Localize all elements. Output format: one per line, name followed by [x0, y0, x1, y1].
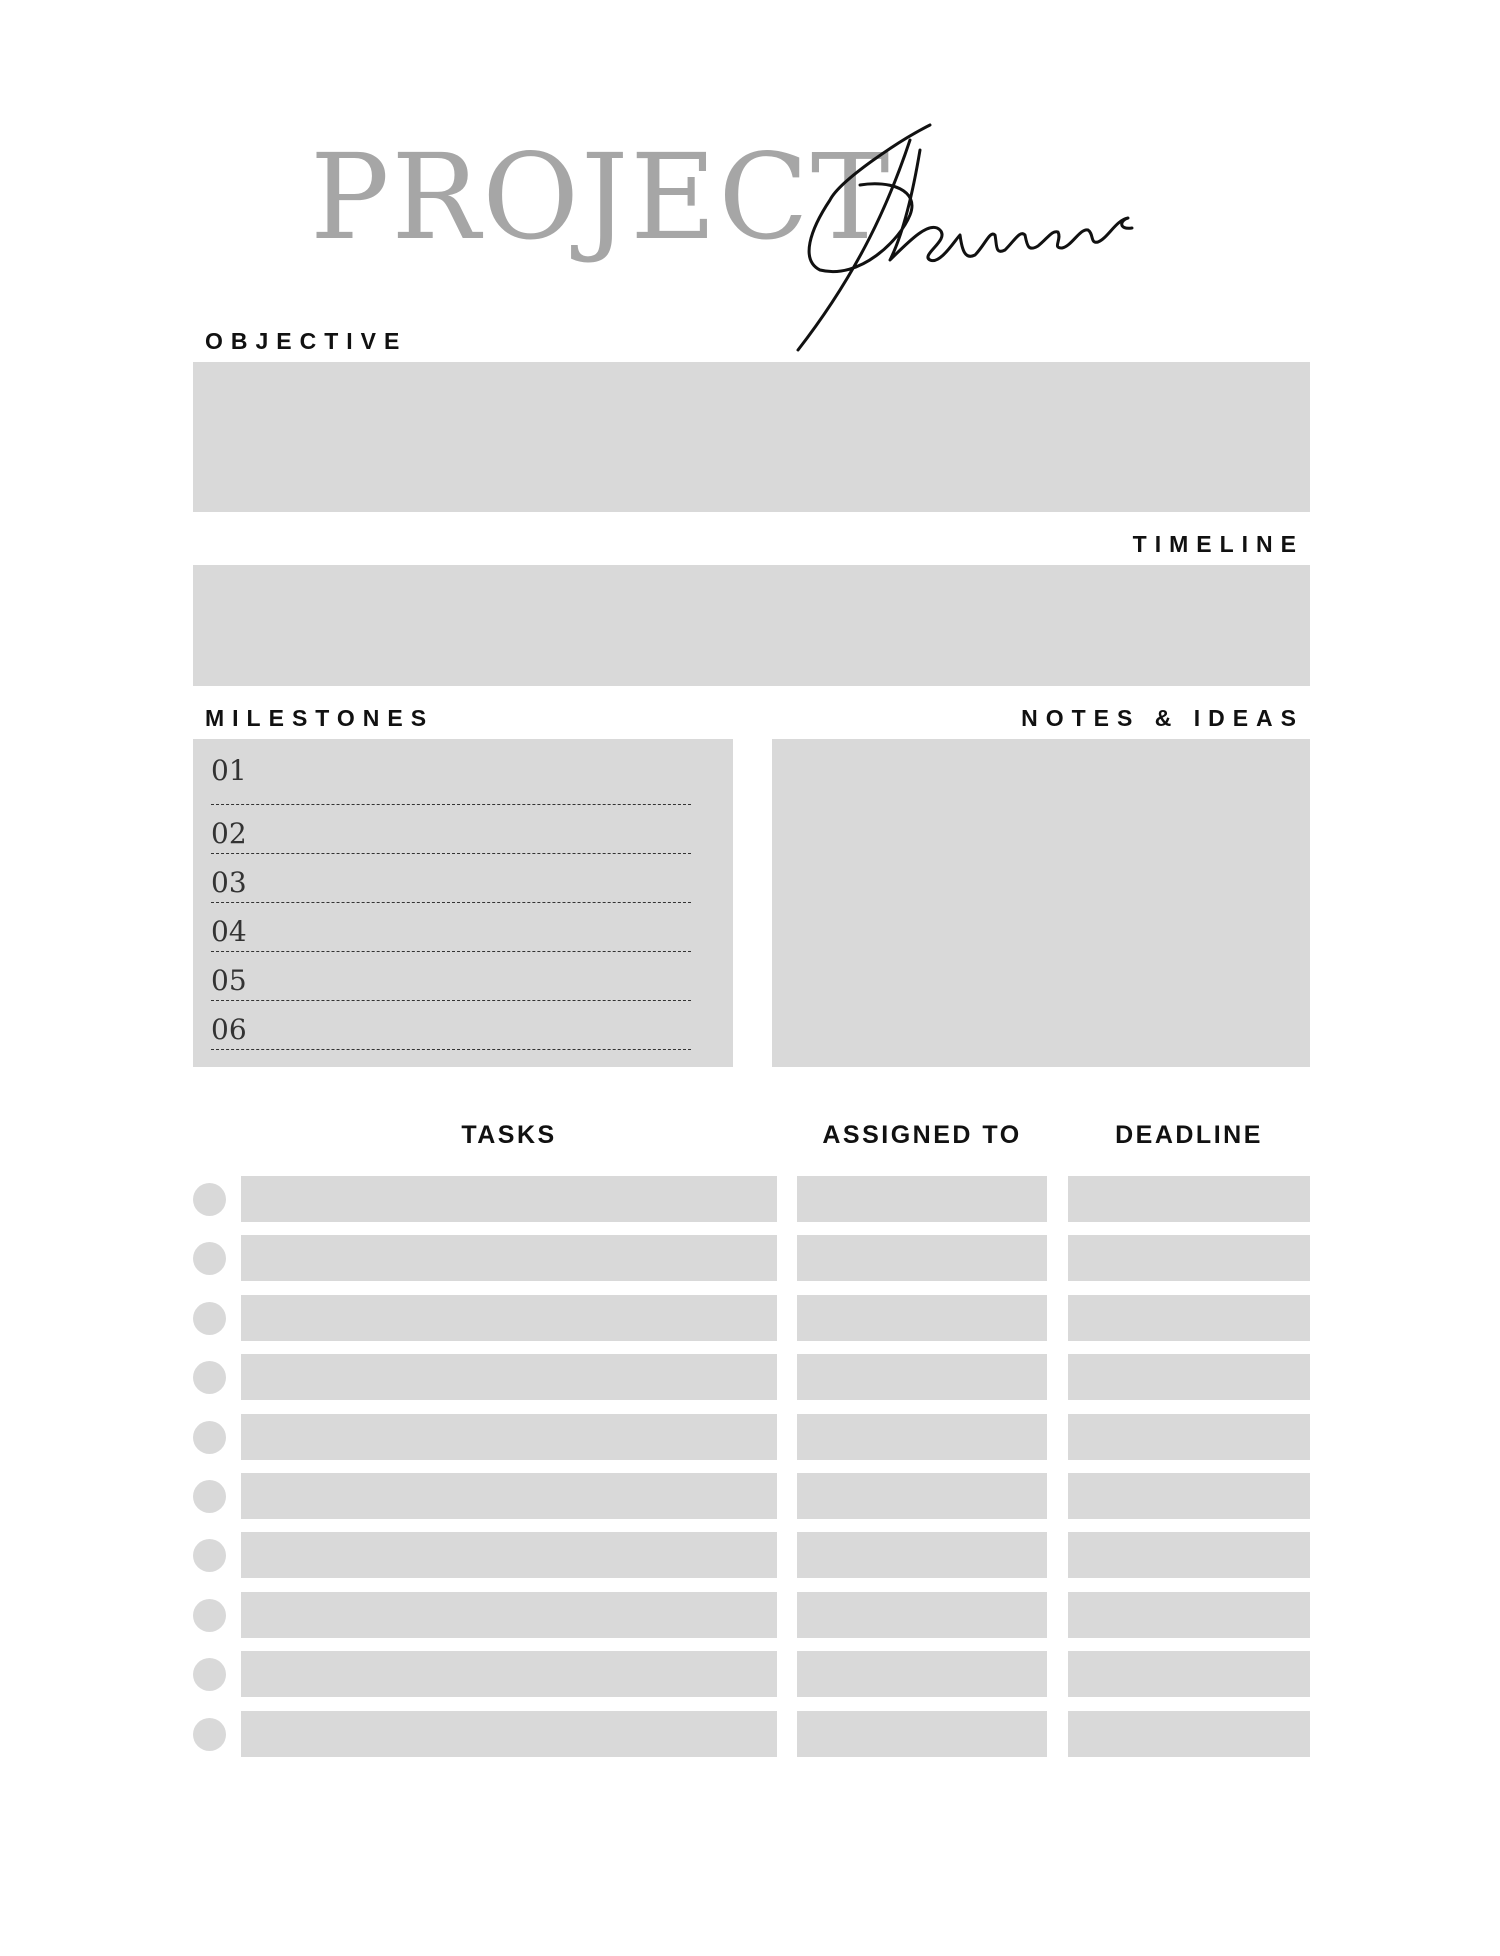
deadline-field[interactable] [1068, 1354, 1310, 1400]
title-script-planner [790, 120, 1190, 360]
assigned-to-field[interactable] [797, 1592, 1047, 1638]
milestone-row[interactable] [211, 805, 691, 854]
deadline-field[interactable] [1068, 1592, 1310, 1638]
milestone-row[interactable] [211, 903, 691, 952]
assigned-to-field[interactable] [797, 1176, 1047, 1222]
milestone-number: 03 [211, 866, 247, 899]
task-field[interactable] [241, 1176, 777, 1222]
task-checkbox[interactable] [193, 1242, 226, 1275]
assigned-to-field[interactable] [797, 1532, 1047, 1578]
task-field[interactable] [241, 1414, 777, 1460]
task-field[interactable] [241, 1532, 777, 1578]
milestone-row[interactable] [211, 952, 691, 1001]
assigned-to-field[interactable] [797, 1711, 1047, 1757]
assigned-to-field[interactable] [797, 1295, 1047, 1341]
task-checkbox[interactable] [193, 1480, 226, 1513]
task-checkbox[interactable] [193, 1183, 226, 1216]
task-checkbox[interactable] [193, 1718, 226, 1751]
milestone-row[interactable] [211, 854, 691, 903]
deadline-field[interactable] [1068, 1711, 1310, 1757]
notes-box[interactable] [772, 739, 1310, 1067]
deadline-field[interactable] [1068, 1414, 1310, 1460]
task-field[interactable] [241, 1295, 777, 1341]
objective-box[interactable] [193, 362, 1310, 512]
milestone-line [211, 1049, 691, 1050]
deadline-field[interactable] [1068, 1473, 1310, 1519]
objective-label: OBJECTIVE [205, 328, 408, 354]
notes-label: NOTES & IDEAS [1021, 705, 1304, 731]
milestone-row[interactable] [211, 1001, 691, 1050]
tasks-header: TASKS [461, 1121, 557, 1149]
deadline-field[interactable] [1068, 1532, 1310, 1578]
deadline-field[interactable] [1068, 1295, 1310, 1341]
task-checkbox[interactable] [193, 1599, 226, 1632]
task-field[interactable] [241, 1711, 777, 1757]
milestone-number: 02 [211, 817, 247, 850]
deadline-field[interactable] [1068, 1235, 1310, 1281]
task-field[interactable] [241, 1651, 777, 1697]
assigned-to-field[interactable] [797, 1651, 1047, 1697]
task-checkbox[interactable] [193, 1658, 226, 1691]
deadline-field[interactable] [1068, 1651, 1310, 1697]
assigned-to-field[interactable] [797, 1414, 1047, 1460]
deadline-header: DEADLINE [1115, 1121, 1263, 1149]
milestone-number: 05 [211, 964, 247, 997]
deadline-field[interactable] [1068, 1176, 1310, 1222]
milestone-number: 06 [211, 1013, 247, 1046]
timeline-box[interactable] [193, 565, 1310, 686]
task-field[interactable] [241, 1354, 777, 1400]
task-checkbox[interactable] [193, 1539, 226, 1572]
assigned-to-field[interactable] [797, 1235, 1047, 1281]
milestones-box [193, 739, 733, 1067]
task-field[interactable] [241, 1473, 777, 1519]
milestone-number: 04 [211, 915, 247, 948]
milestone-number: 01 [211, 754, 247, 787]
task-checkbox[interactable] [193, 1361, 226, 1394]
milestones-label: MILESTONES [205, 705, 435, 731]
milestone-row[interactable] [211, 755, 691, 805]
assigned-to-field[interactable] [797, 1473, 1047, 1519]
timeline-label: TIMELINE [1132, 531, 1304, 557]
assigned-to-field[interactable] [797, 1354, 1047, 1400]
task-checkbox[interactable] [193, 1302, 226, 1335]
title-project: PROJECT [310, 128, 892, 266]
task-field[interactable] [241, 1592, 777, 1638]
task-field[interactable] [241, 1235, 777, 1281]
task-checkbox[interactable] [193, 1421, 226, 1454]
assigned-to-header: ASSIGNED TO [822, 1121, 1022, 1149]
